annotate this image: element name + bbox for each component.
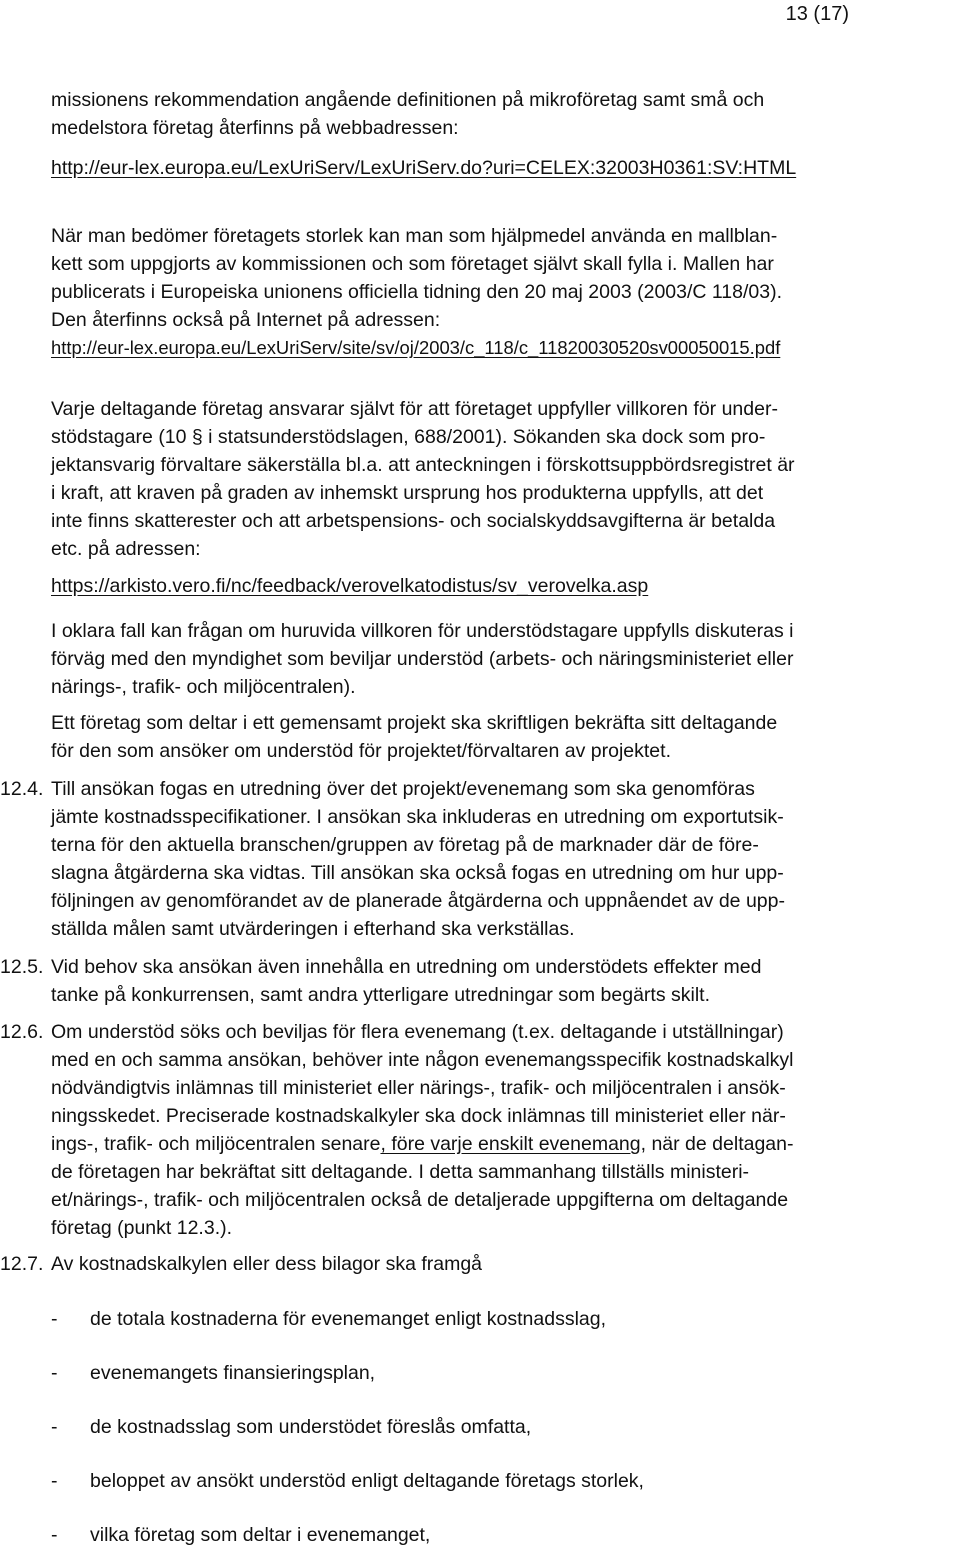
list-item-text: vilka företag som deltar i evenemanget, xyxy=(90,1524,431,1546)
text-line: Om understöd söks och beviljas för flera evenemang (t.ex. deltagande i utställningar) xyxy=(51,1021,784,1043)
text-line: terna för den aktuella branschen/gruppen av företag på de marknader där de före- xyxy=(51,834,759,856)
text-line: inte finns skatterester och att arbetspensions- och socialskyddsavgifterna är betalda xyxy=(51,510,776,532)
text-line: följningen av genomförandet av de planerade åtgärderna och uppnåendet av de upp- xyxy=(51,890,785,912)
section-text xyxy=(51,1018,941,1242)
text-line: för den som ansöker om understöd för projektet/förvaltaren av projektet. xyxy=(51,740,671,762)
text-segment: ings-, trafik- och miljöcentralen senare xyxy=(51,1133,381,1155)
text-line xyxy=(51,1130,941,1158)
text-line: I oklara fall kan frågan om huruvida villkoren för understödstagare uppfylls diskuteras i xyxy=(51,620,794,642)
text-line: Av kostnadskalkylen eller dess bilagor ska framgå xyxy=(51,1253,483,1275)
text-line: med en och samma ansökan, behöver inte någon evenemangsspecifik kostnadskalkyl xyxy=(51,1049,794,1071)
text-line: Varje deltagande företag ansvarar självt för att företaget uppfyller villkoren för under- xyxy=(51,398,778,420)
text-line: ställda målen samt utvärderingen i efterhand ska verkställas. xyxy=(51,918,575,940)
section-number: 12.6. xyxy=(0,1021,44,1043)
url-recommendation-link[interactable]: http://eur-lex.europa.eu/LexUriServ/LexUriServ.do?uri=CELEX:32003H0361:SV:HTML xyxy=(51,157,797,179)
section-number: 12.7. xyxy=(0,1253,44,1275)
text-line: jektansvarig förvaltare säkerställa bl.a. att anteckningen i förskottsuppbördsregistret är xyxy=(51,454,795,476)
text-line: närings-, trafik- och miljöcentralen). xyxy=(51,676,356,698)
dash-bullet: - xyxy=(51,1416,58,1438)
text-line: kett som uppgjorts av kommissionen och som företaget självt skall fylla i. Mallen har xyxy=(51,253,774,275)
section-text xyxy=(51,953,941,1009)
text-line: Ett företag som deltar i ett gemensamt projekt ska skriftligen bekräfta sitt deltagande xyxy=(51,712,778,734)
page-number: 13 (17) xyxy=(785,3,849,25)
text-line: nödvändigtvis inlämnas till ministeriet eller närings-, trafik- och miljöcentralen i ansök- xyxy=(51,1077,786,1099)
list-item-text: evenemangets finansieringsplan, xyxy=(90,1362,376,1384)
section-number: 12.4. xyxy=(0,778,44,800)
paragraph-sme-definition xyxy=(51,86,931,142)
dash-bullet: - xyxy=(51,1308,58,1330)
text-line: stödstagare (10 § i statsunderstödslagen, 688/2001). Sökanden ska dock som pro- xyxy=(51,426,766,448)
section-text xyxy=(51,775,941,943)
text-line: När man bedömer företagets storlek kan man som hjälpmedel använda en mallblan- xyxy=(51,225,778,247)
text-line: medelstora företag återfinns på webbadressen: xyxy=(51,117,459,139)
url-tax-link-block xyxy=(51,572,931,600)
list-item xyxy=(51,1305,911,1333)
list-item-text: beloppet av ansökt understöd enligt deltagande företags storlek, xyxy=(90,1470,644,1492)
text-line: företag (punkt 12.3.). xyxy=(51,1217,233,1239)
text-line: ningsskedet. Preciserade kostnadskalkyler ska dock inlämnas till ministeriet eller när- xyxy=(51,1105,786,1127)
paragraph-joint-project xyxy=(51,709,931,765)
url-tax-debt-certificate-link[interactable]: https://arkisto.vero.fi/nc/feedback/verovelkatodistus/sv_verovelka.asp xyxy=(51,575,649,597)
text-line: publicerats i Europeiska unionens officiella tidning den 20 maj 2003 (2003/C 118/03). xyxy=(51,281,783,303)
text-line: etc. på adressen: xyxy=(51,538,201,560)
text-line: förväg med den myndighet som beviljar understöd (arbets- och näringsministeriet eller xyxy=(51,648,794,670)
text-line: Den återfinns också på Internet på adressen: xyxy=(51,309,441,331)
paragraph-participant-responsibility xyxy=(51,395,931,563)
text-line: et/närings-, trafik- och miljöcentralen också de detaljerade uppgifterna om deltagande xyxy=(51,1189,789,1211)
text-segment: , när de deltagan- xyxy=(640,1133,794,1155)
list-item xyxy=(51,1521,911,1549)
section-number: 12.5. xyxy=(0,956,44,978)
text-line: jämte kostnadsspecifikationer. I ansökan ska inkluderas en utredning om exportutsik- xyxy=(51,806,784,828)
text-line: slagna åtgärderna ska vidtas. Till ansökan ska också fogas en utredning om hur upp- xyxy=(51,862,784,884)
text-line: Vid behov ska ansökan även innehålla en utredning om understödets effekter med xyxy=(51,956,762,978)
dash-bullet: - xyxy=(51,1470,58,1492)
paragraph-unclear-cases xyxy=(51,617,931,701)
underlined-phrase: , före varje enskilt evenemang xyxy=(380,1133,641,1155)
list-item xyxy=(51,1467,911,1495)
text-line: Till ansökan fogas en utredning över det projekt/evenemang som ska genomföras xyxy=(51,778,755,800)
list-item xyxy=(51,1359,911,1387)
text-line: missionens rekommendation angående definitionen på mikroföretag samt små och xyxy=(51,89,765,111)
paragraph-company-size-form xyxy=(51,222,931,362)
dash-bullet: - xyxy=(51,1524,58,1546)
section-text xyxy=(51,1250,941,1278)
list-item-text: de kostnadsslag som understödet föreslås omfatta, xyxy=(90,1416,532,1438)
text-line: i kraft, att kraven på graden av inhemskt ursprung hos produkterna uppfylls, att det xyxy=(51,482,764,504)
text-line: tanke på konkurrensen, samt andra ytterligare utredningar som begärts skilt. xyxy=(51,984,711,1006)
list-item xyxy=(51,1413,911,1441)
url-official-journal-link[interactable]: http://eur-lex.europa.eu/LexUriServ/site/sv/oj/2003/c_118/c_11820030520sv00050015.pdf xyxy=(51,337,781,358)
dash-bullet: - xyxy=(51,1362,58,1384)
list-item-text: de totala kostnaderna för evenemanget enligt kostnadsslag, xyxy=(90,1308,607,1330)
text-line: de företagen har bekräftat sitt deltagande. I detta sammanhang tillställs ministeri- xyxy=(51,1161,750,1183)
url-recommendation-link-block xyxy=(51,154,931,182)
